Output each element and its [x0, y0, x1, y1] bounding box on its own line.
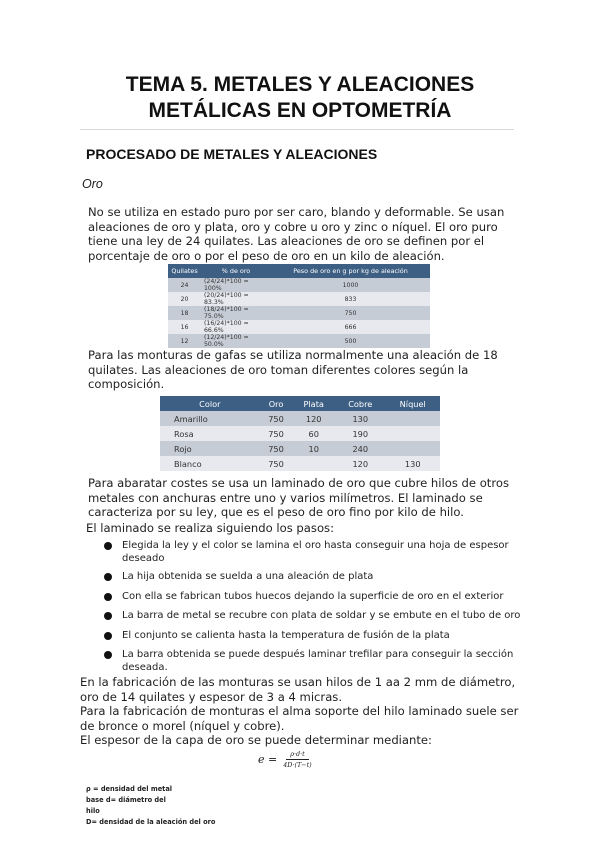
paragraph-pasos: El laminado se realiza siguiendo los pasos:: [86, 521, 334, 535]
table-cell: 750: [260, 441, 293, 456]
table-row: [168, 306, 430, 320]
page-title-line-2: METÁLICAS EN OPTOMETRÍA: [148, 99, 452, 122]
table-cell: 120: [335, 456, 385, 471]
page-title-line-1: TEMA 5. METALES Y ALEACIONES: [125, 73, 475, 96]
list-item: [104, 571, 524, 584]
table-row: [160, 411, 440, 426]
table-cell: 60: [292, 426, 335, 441]
table-cell: Rojo: [160, 441, 260, 456]
page-title: [60, 72, 540, 124]
table-cell: 10: [292, 441, 335, 456]
table-row: [168, 320, 430, 334]
note-line: D= densidad de la aleación del oro: [86, 818, 216, 826]
color-header-cobre: Cobre: [335, 396, 385, 411]
table-cell: (18/24)*100 = 75.0%: [201, 306, 271, 320]
bullet-dot-icon: [104, 632, 112, 640]
quilates-table-header: [168, 264, 430, 278]
table-cell: 750: [271, 306, 430, 320]
table-cell: (12/24)*100 = 50.0%: [201, 334, 271, 348]
table-cell: [385, 441, 440, 456]
table-cell: 16: [168, 320, 201, 334]
formula-numerator: ρ·d·t: [286, 750, 308, 760]
table-cell: (24/24)*100 = 100%: [201, 278, 271, 292]
bullet-dot-icon: [104, 573, 112, 581]
table-row: [160, 456, 440, 471]
quilates-header-quilates: Quilates: [168, 264, 201, 278]
color-header-oro: Oro: [260, 396, 293, 411]
paragraph-alma: Para la fabricación de monturas el alma soporte del hilo laminado suele ser de bronce o morel (níquel y cobre).: [80, 704, 519, 733]
table-cell: 20: [168, 292, 201, 306]
bullet-dot-icon: [104, 542, 112, 550]
list-item: [104, 610, 524, 623]
list-item: [104, 630, 524, 643]
list-item-text: Con ella se fabrican tubos huecos dejando la superficie de oro en el exterior: [122, 590, 504, 602]
list-item-text: La barra de metal se recubre con plata de soldar y se embute en el tubo de oro: [122, 610, 521, 621]
table-cell: [385, 426, 440, 441]
title-divider: [80, 129, 514, 130]
note-line: base d= diámetro del: [86, 796, 166, 804]
table-cell: Blanco: [160, 456, 260, 471]
paragraph-hilos: En la fabricación de las monturas se usan hilos de 1 aa 2 mm de diámetro, oro de 14 quilates y espesor de 3 a 4 micras.: [80, 675, 516, 704]
table-cell: 750: [260, 411, 293, 426]
section-title: PROCESADO DE METALES Y ALEACIONES: [86, 146, 378, 162]
color-header-color: Color: [160, 396, 260, 411]
color-composition-table: [160, 396, 440, 471]
bullet-dot-icon: [104, 651, 112, 659]
formula-notes: [86, 784, 215, 828]
table-cell: 833: [271, 292, 430, 306]
paragraph-monturas: Para las monturas de gafas se utiliza normalmente una aleación de 18 quilates. Las aleaciones de oro toman diferentes colores según la composición.: [88, 348, 498, 392]
table-cell: Rosa: [160, 426, 260, 441]
formula-lhs: e =: [258, 753, 278, 766]
list-item-text: El conjunto se calienta hasta la temperatura de fusión de la plata: [122, 629, 450, 641]
table-cell: 18: [168, 306, 201, 320]
formula-denominator: 4D·(T−t): [283, 761, 312, 769]
note-line: hilo: [86, 807, 100, 815]
color-header-plata: Plata: [292, 396, 335, 411]
steps-list: [104, 540, 524, 674]
quilates-header-porcentaje: % de oro: [201, 264, 271, 278]
table-cell: 12: [168, 334, 201, 348]
table-cell: 24: [168, 278, 201, 292]
table-row: [168, 292, 430, 306]
paragraph-laminado: Para abaratar costes se usa un laminado de oro que cubre hilos de otros metales con anchuras entre uno y varios milímetros. El laminado se caracteriza por su ley, que es el peso de oro fino por kilo de hilo.: [88, 476, 510, 520]
subheading-oro: Oro: [82, 177, 103, 191]
table-cell: 130: [385, 456, 440, 471]
table-cell: [385, 411, 440, 426]
table-cell: (16/24)*100 = 66.6%: [201, 320, 271, 334]
color-table-header: [160, 396, 440, 411]
list-item-text: La barra obtenida se puede después laminar trefilar para conseguir la sección deseada.: [122, 649, 514, 673]
table-cell: 500: [271, 334, 430, 348]
table-row: [160, 441, 440, 456]
list-item-text: La hija obtenida se suelda a una aleación de plata: [122, 571, 374, 582]
table-cell: 750: [260, 426, 293, 441]
quilates-table: [168, 264, 430, 348]
list-item-text: Elegida la ley y el color se lamina el oro hasta conseguir una hoja de espesor deseado: [122, 540, 509, 564]
table-cell: 1000: [271, 278, 430, 292]
color-header-niquel: Níquel: [385, 396, 440, 411]
table-cell: Amarillo: [160, 411, 260, 426]
list-item: [104, 540, 524, 565]
table-cell: 120: [292, 411, 335, 426]
bullet-dot-icon: [104, 593, 112, 601]
paragraph-espesor: El espesor de la capa de oro se puede determinar mediante:: [80, 733, 432, 747]
note-line: ρ = densidad del metal: [86, 785, 173, 793]
table-cell: 130: [335, 411, 385, 426]
quilates-header-peso: Peso de oro en g por kg de aleación: [271, 264, 430, 278]
table-cell: [292, 456, 335, 471]
paragraph-intro: No se utiliza en estado puro por ser caro, blando y deformable. Se usan aleaciones de oro y plata, oro y cobre u oro y zinc o níquel. El oro puro tiene una ley de 24 quilates. Las aleaciones de oro se definen por el porcentaje de oro o por el peso de oro en un kilo de aleación.: [88, 205, 505, 263]
table-row: [160, 426, 440, 441]
table-cell: 240: [335, 441, 385, 456]
formula-fraction: [283, 750, 311, 769]
list-item: [104, 649, 524, 674]
table-cell: 750: [260, 456, 293, 471]
table-cell: 666: [271, 320, 430, 334]
thickness-formula: [258, 750, 312, 769]
table-cell: (20/24)*100 = 83.3%: [201, 292, 271, 306]
table-cell: 190: [335, 426, 385, 441]
table-row: [168, 278, 430, 292]
bullet-dot-icon: [104, 612, 112, 620]
list-item: [104, 591, 524, 604]
table-row: [168, 334, 430, 348]
